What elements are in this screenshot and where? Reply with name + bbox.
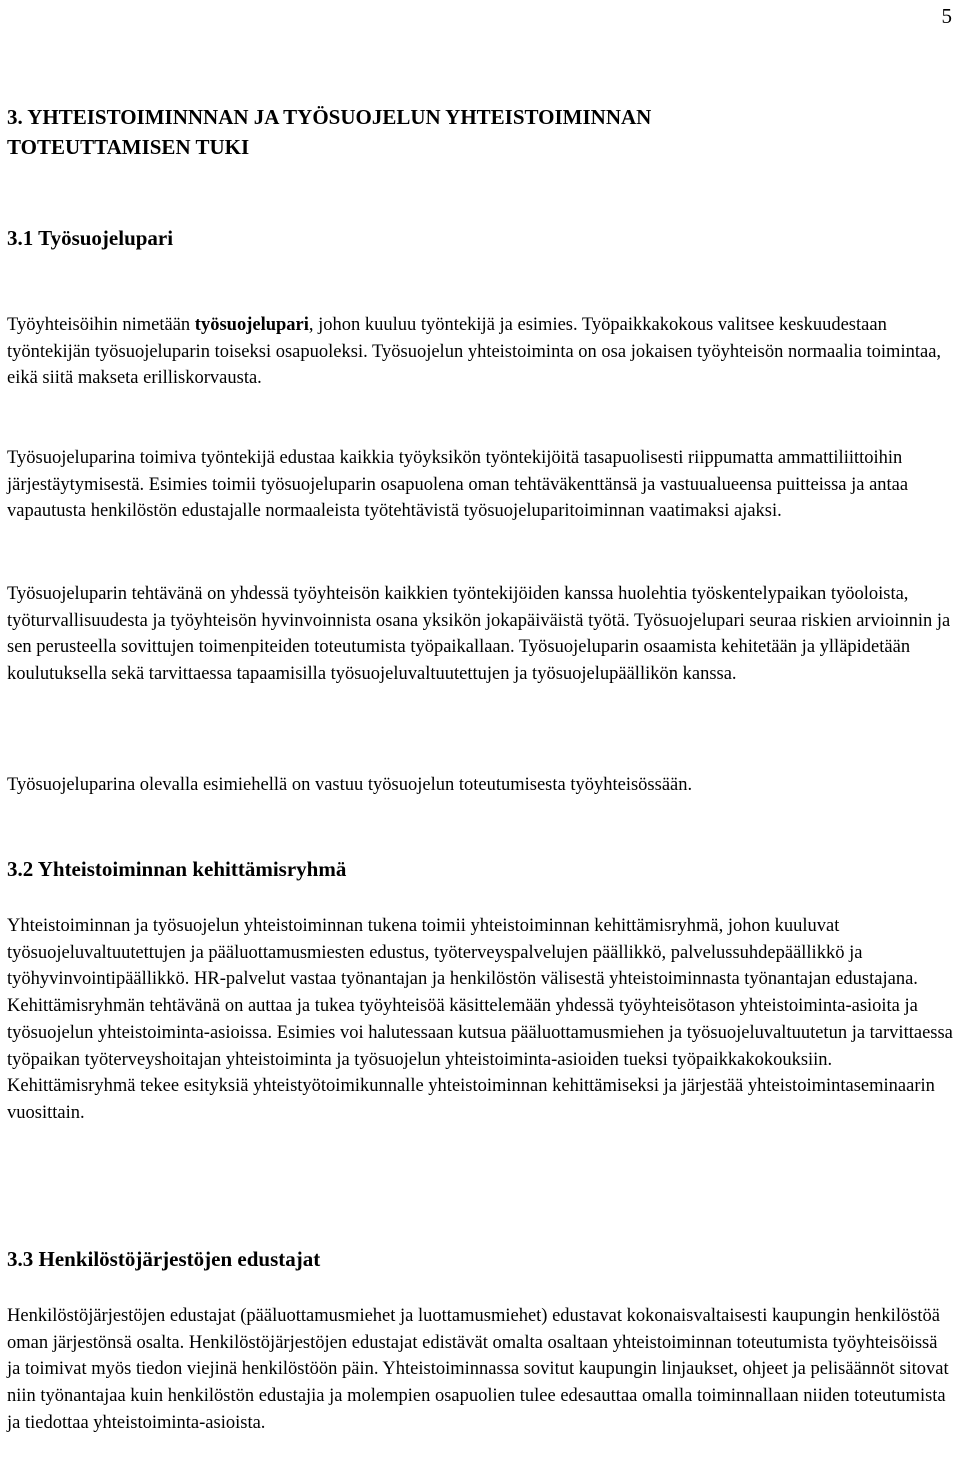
section-heading-kehittamisryhma: 3.2 Yhteistoiminnan kehittämisryhmä xyxy=(7,857,347,881)
section-heading-henkilostojarjestot: 3.3 Henkilöstöjärjestöjen edustajat xyxy=(7,1247,321,1271)
section-heading-tyosuojelupari: 3.1 Työsuojelupari xyxy=(7,226,174,250)
chapter-heading xyxy=(7,102,947,162)
paragraph: Työsuojeluparina toimiva työntekijä edustaa kaikkia työyksikön työntekijöitä tasapuolisesti riippumatta ammattiliittoihin järjestäytymisestä. Esimies toimii työsuojeluparin osapuolena oman tehtäväkenttänsä ja vastuualueensa puitteissa ja antaa vapautusta henkilöstön edustajalle normaaleista työtehtävistä työsuojeluparitoiminnan vaatimaksi ajaksi. xyxy=(7,448,909,522)
paragraph: Henkilöstöjärjestöjen edustajat (pääluottamusmiehet ja luottamusmiehet) edustavat kokonaisvaltaisesti kaupungin henkilöstöä oman järjestönsä osalta. Henkilöstöjärjestöjen edustajat edistävät omalta osaltaan yhteistoiminnan toteutumista työyhteisöissä ja toimivat myös tiedon viejinä henkilöstöön päin. Yhteistoiminnassa sovitut kaupungin linjaukset, ohjeet ja pelisäännöt sitovat niin työnantajaa kuin henkilöstön edustajia ja molempien osapuolien tulee edesauttaa omalla toiminnallaan niiden toteutumista ja tiedottaa yhteistoiminta-asioista. xyxy=(7,1306,949,1433)
page-number: 5 xyxy=(941,4,952,28)
bold-term: työsuojelupari xyxy=(194,315,309,335)
chapter-heading-line1: 3. YHTEISTOIMINNNAN JA TYÖSUOJELUN YHTEISTOIMINNAN xyxy=(7,105,652,129)
paragraph-text: , johon kuuluu työntekijä ja esimies. Työpaikkakokous valitsee keskuudestaan työntekijän työsuojeluparin toiseksi osapuoleksi. Työsuojelun yhteistoiminta on osa jokaisen työyhteisön normaalia toimintaa, eikä siitä makseta erilliskorvausta. xyxy=(7,315,942,389)
chapter-heading-line2: TOTEUTTAMISEN TUKI xyxy=(7,135,250,159)
paragraph xyxy=(7,312,953,392)
paragraph-text: Työyhteisöihin nimetään xyxy=(7,315,195,335)
paragraph: Työsuojeluparina olevalla esimiehellä on vastuu työsuojelun toteutumisesta työyhteisössään. xyxy=(7,775,693,795)
paragraph: Työsuojeluparin tehtävänä on yhdessä työyhteisön kaikkien työntekijöiden kanssa huolehtia työskentelypaikan työoloista, työturvallisuudesta ja työyhteisön hyvinvoinnista osana yksikön jokapäiväistä työtä. Työsuojelupari seuraa riskien arvioinnin ja sen perusteella sovittujen toimenpiteiden toteutumista työpaikallaan. Työsuojeluparin osaamista kehitetään ja ylläpidetään koulutuksella sekä tarvittaessa tapaamisilla työsuojeluvaltuutettujen ja työsuojelupäällikön kanssa. xyxy=(7,584,951,685)
paragraph: Yhteistoiminnan ja työsuojelun yhteistoiminnan tukena toimii yhteistoiminnan kehittämisryhmä, johon kuuluvat työsuojeluvaltuutettujen ja pääluottamusmiesten edustus, työterveyspalvelujen päällikkö, palvelussuhdepäällikkö ja työhyvinvointipäällikkö. HR-palvelut vastaa työnantajan ja henkilöstön välisestä yhteistoiminnasta työnantajan edustajana. Kehittämisryhmän tehtävänä on auttaa ja tukea työyhteisöä käsittelemään yhdessä työyhteisötason yhteistoiminta-asioita ja työsuojelun yhteistoiminta-asioissa. Esimies voi halutessaan kutsua pääluottamusmiehen ja työsuojeluvaltuutetun ja tarvittaessa työpaikan työterveyshoitajan yhteistoiminta ja työsuojelun yhteistoiminta-asioiden tueksi työpaikkakokouksiin. Kehittämisryhmä tekee esityksiä yhteistyötoimikunnalle yhteistoiminnan kehittämiseksi ja järjestää yhteistoimintaseminaarin vuosittain. xyxy=(7,916,953,1123)
